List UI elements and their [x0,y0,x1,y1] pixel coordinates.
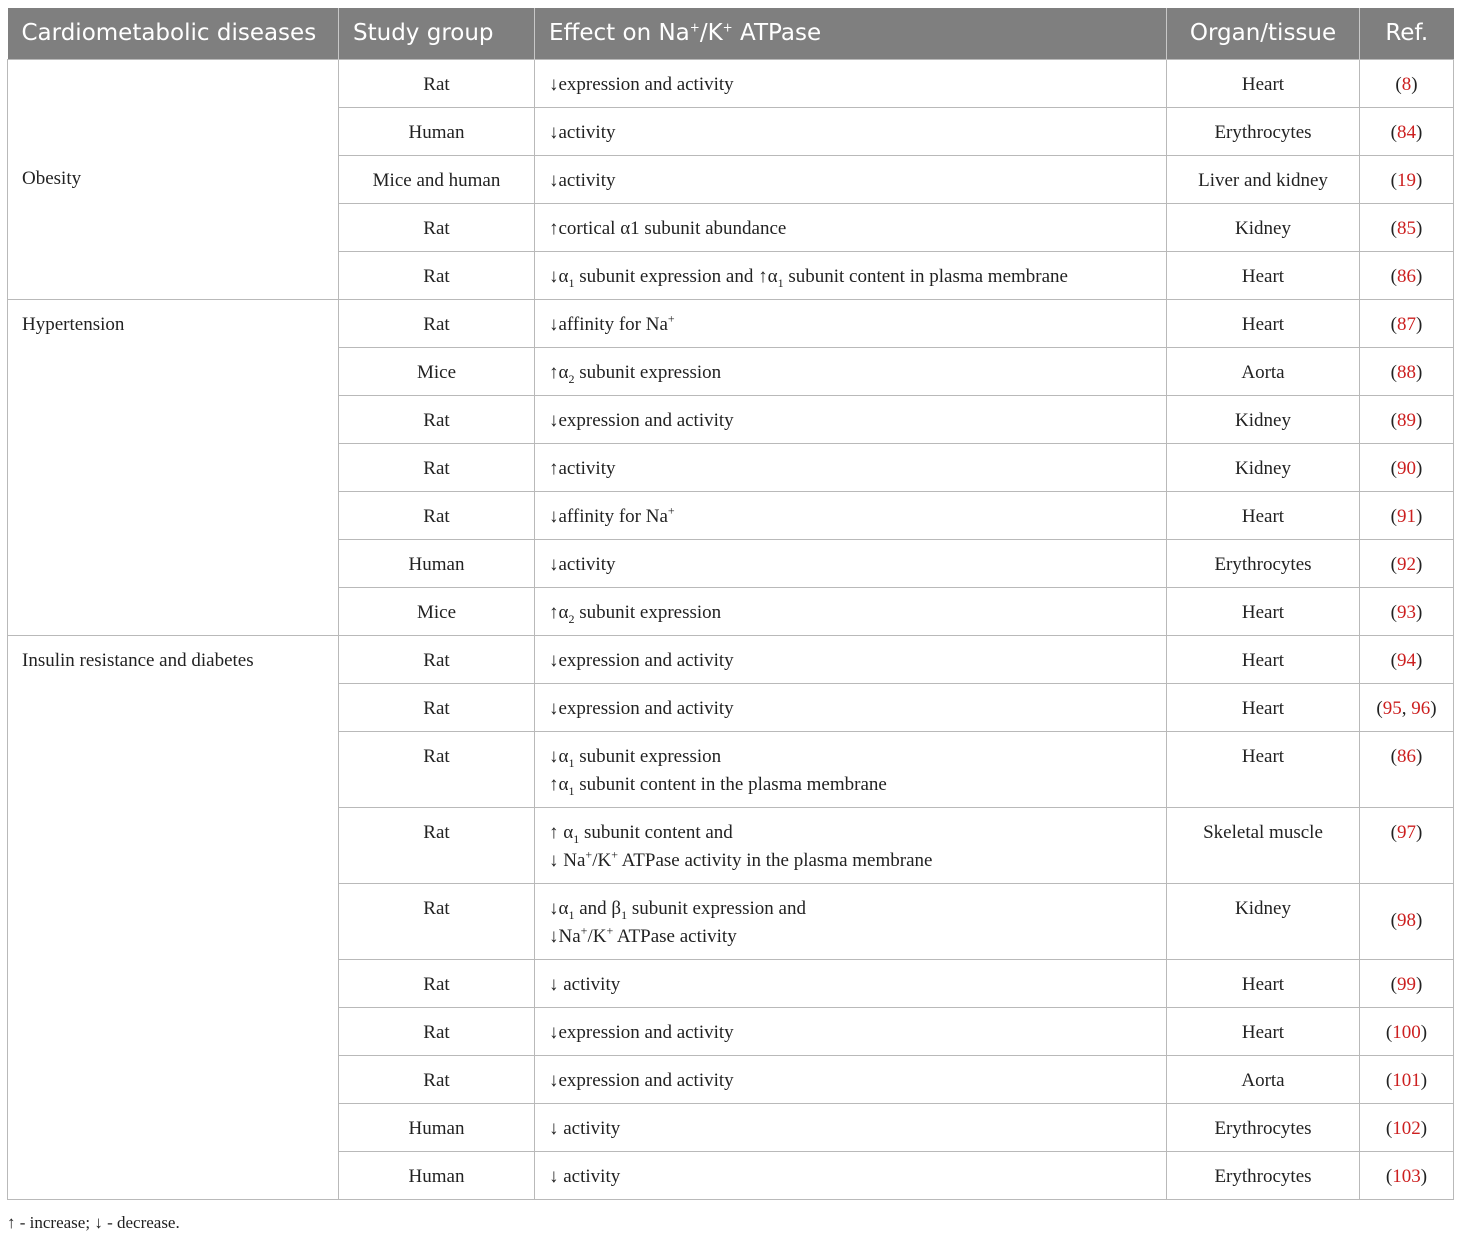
organ-cell: Heart [1167,1007,1360,1055]
effect-cell: ↓activity [535,539,1167,587]
table-footnote: ↑ - increase; ↓ - decrease. [7,1213,180,1232]
study-group-cell: Rat [339,491,535,539]
organ-cell: Heart [1167,251,1360,299]
organ-cell: Aorta [1167,1055,1360,1103]
header-study-group: Study group [339,8,535,59]
effect-cell: ↓ activity [535,1103,1167,1151]
organ-cell: Skeletal muscle [1167,807,1360,883]
ref-link[interactable]: 100 [1392,1021,1421,1043]
ref-cell: (8) [1360,59,1454,107]
effect-cell: ↓expression and activity [535,1055,1167,1103]
study-group-cell: Rat [339,203,535,251]
table-row [8,299,1454,347]
organ-cell: Heart [1167,491,1360,539]
header-row [8,8,1454,59]
organ-cell: Erythrocytes [1167,1103,1360,1151]
ref-cell: (86) [1360,731,1454,807]
ref-link[interactable]: 86 [1397,745,1416,767]
study-group-cell: Rat [339,883,535,959]
effect-cell: $↑\alpha_2$ subunit expression [535,587,1167,635]
ref-cell: (100) [1360,1007,1454,1055]
organ-cell: Heart [1167,299,1360,347]
data-table [7,8,1454,1200]
organ-cell: Heart [1167,635,1360,683]
study-group-cell: Rat [339,731,535,807]
ref-cell: (90) [1360,443,1454,491]
effect-cell: ↓affinity for Na+ [535,491,1167,539]
disease-obesity: Obesity [8,59,339,299]
effect-cell: ↓expression and activity [535,635,1167,683]
ref-link[interactable]: 98 [1397,910,1416,931]
ref-link[interactable]: 97 [1397,821,1416,843]
study-group-cell: Rat [339,299,535,347]
study-group-cell: Rat [339,251,535,299]
ref-cell: (84) [1360,107,1454,155]
ref-link[interactable]: 102 [1392,1117,1421,1139]
study-group-cell: Rat [339,807,535,883]
ref-link[interactable]: 90 [1397,457,1416,479]
ref-link[interactable]: 88 [1397,361,1416,383]
disease-diabetes: Insulin resistance and diabetes [8,635,339,1199]
effect-cell: $↓\alpha_1$ subunit expression and $↑\alpha_1$ subunit content in plasma membrane [535,251,1167,299]
organ-cell: Kidney [1167,883,1360,959]
organ-cell: Heart [1167,683,1360,731]
study-group-cell: Rat [339,443,535,491]
header-ref: Ref. [1360,8,1454,59]
effect-cell: ↑cortical α1 subunit abundance [535,203,1167,251]
ref-link[interactable]: 86 [1397,265,1416,287]
ref-cell: (103) [1360,1151,1454,1199]
effect-cell: ↓expression and activity [535,683,1167,731]
study-group-cell: Mice [339,587,535,635]
ref-cell: (97) [1360,807,1454,883]
header-effect: Effect on Na+/K+ ATPase [535,8,1167,59]
header-organ: Organ/tissue [1167,8,1360,59]
organ-cell: Erythrocytes [1167,1151,1360,1199]
organ-cell: Aorta [1167,347,1360,395]
organ-cell: Heart [1167,731,1360,807]
table-row [8,635,1454,683]
ref-cell: (102) [1360,1103,1454,1151]
effect-cell: $↓\alpha_1$ and $\beta_1$ subunit expression and ↓Na+/K+ ATPase activity [535,883,1167,959]
ref-link[interactable]: 99 [1397,973,1416,995]
disease-hypertension: Hypertension [8,299,339,635]
ref-link[interactable]: 19 [1397,169,1416,191]
ref-link[interactable]: 96 [1411,697,1431,719]
ref-cell: (98) [1360,883,1454,959]
study-group-cell: Mice [339,347,535,395]
ref-cell: (91) [1360,491,1454,539]
organ-cell: Heart [1167,959,1360,1007]
effect-cell: ↓affinity for Na+ [535,299,1167,347]
study-group-cell: Rat [339,1055,535,1103]
ref-link[interactable]: 87 [1397,313,1416,335]
study-group-cell: Rat [339,683,535,731]
study-group-cell: Rat [339,1007,535,1055]
ref-cell: (85) [1360,203,1454,251]
ref-link[interactable]: 89 [1397,409,1416,431]
ref-cell: (87) [1360,299,1454,347]
organ-cell: Kidney [1167,395,1360,443]
effect-cell: ↑activity [535,443,1167,491]
organ-cell: Erythrocytes [1167,539,1360,587]
organ-cell: Heart [1167,587,1360,635]
study-group-cell: Mice and human [339,155,535,203]
study-group-cell: Human [339,1103,535,1151]
ref-cell: (92) [1360,539,1454,587]
ref-cell: (86) [1360,251,1454,299]
ref-link[interactable]: 85 [1397,217,1416,239]
ref-link[interactable]: 91 [1397,505,1416,527]
ref-cell: (95, 96) [1360,683,1454,731]
ref-link[interactable]: 103 [1392,1165,1421,1187]
study-group-cell: Rat [339,59,535,107]
ref-link[interactable]: 95 [1382,697,1402,719]
effect-cell: $↑\alpha_2$ subunit expression [535,347,1167,395]
organ-cell: Kidney [1167,443,1360,491]
study-group-cell: Rat [339,395,535,443]
ref-link[interactable]: 93 [1397,601,1416,623]
ref-cell: (89) [1360,395,1454,443]
study-group-cell: Human [339,539,535,587]
effect-cell: ↓expression and activity [535,395,1167,443]
effect-cell: ↓ activity [535,959,1167,1007]
effect-cell: ↓ activity [535,1151,1167,1199]
study-group-cell: Human [339,1151,535,1199]
effect-cell: ↓expression and activity [535,59,1167,107]
study-group-cell: Rat [339,959,535,1007]
ref-link[interactable]: 84 [1397,121,1416,143]
ref-link[interactable]: 94 [1397,649,1416,671]
effect-cell: ↓expression and activity [535,1007,1167,1055]
ref-cell: (88) [1360,347,1454,395]
effect-cell: ↓activity [535,155,1167,203]
ref-link[interactable]: 101 [1392,1069,1421,1091]
ref-cell: (93) [1360,587,1454,635]
ref-cell: (99) [1360,959,1454,1007]
ref-cell: (94) [1360,635,1454,683]
table-row [8,59,1454,107]
effect-cell: $↓\alpha_1$ subunit expression $↑\alpha_1$ subunit content in the plasma membrane [535,731,1167,807]
organ-cell: Liver and kidney [1167,155,1360,203]
organ-cell: Erythrocytes [1167,107,1360,155]
ref-cell: (101) [1360,1055,1454,1103]
organ-cell: Kidney [1167,203,1360,251]
header-diseases: Cardiometabolic diseases [8,8,339,59]
ref-link[interactable]: 8 [1401,73,1412,95]
study-group-cell: Rat [339,635,535,683]
effect-cell: ↑ $\alpha_1$ subunit content and ↓ Na+/K+ ATPase activity in the plasma membrane [535,807,1167,883]
organ-cell: Heart [1167,59,1360,107]
ref-link[interactable]: 92 [1397,553,1416,575]
study-group-cell: Human [339,107,535,155]
ref-cell: (19) [1360,155,1454,203]
effect-cell: ↓activity [535,107,1167,155]
